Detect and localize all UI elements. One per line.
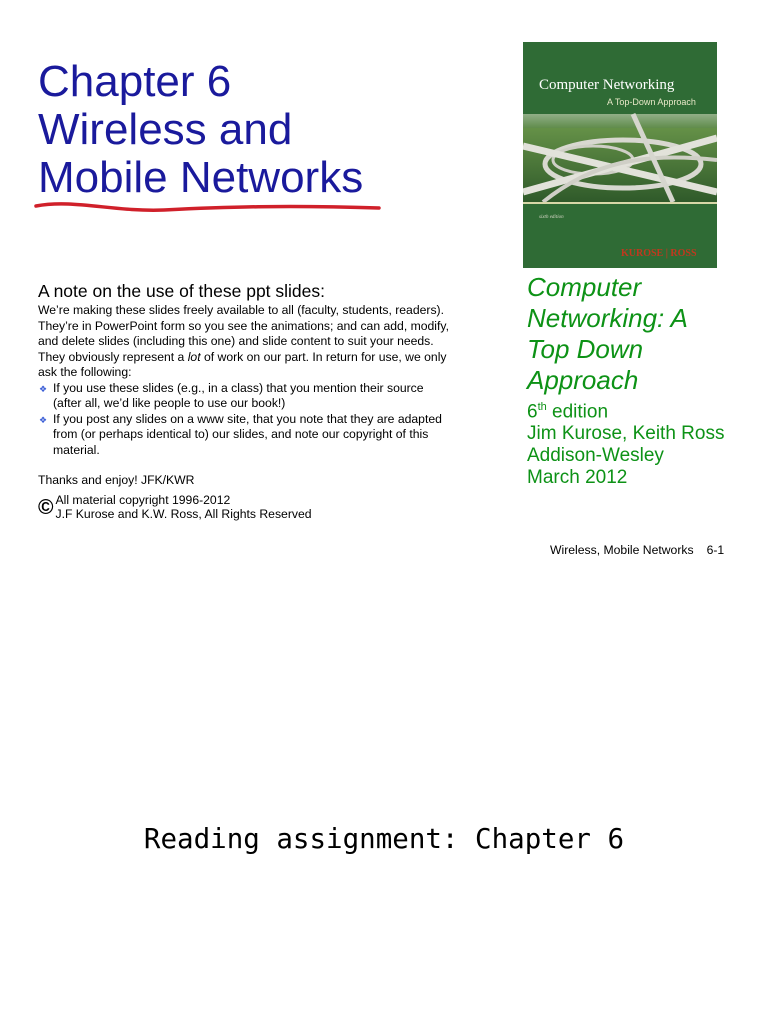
cover-edition: sixth edition (539, 215, 564, 220)
bullet-line: If you use these slides (e.g., in a class) that you mention their source (53, 380, 424, 395)
book-date: March 2012 (527, 467, 628, 489)
copyright-line: J.F Kurose and K.W. Ross, All Rights Reserved (55, 506, 312, 521)
note-line: and delete slides (including this one) and slide content to suit your needs. (38, 334, 434, 348)
bullet-line: (after all, we’d like people to use our book!) (53, 396, 286, 410)
book-title-line: Top Down (527, 334, 644, 364)
edition-suffix: th (537, 401, 547, 413)
bullet-line: If you post any slides on a www site, that you note that they are adapted (53, 411, 442, 426)
thanks-line: Thanks and enjoy! JFK/KWR (38, 473, 195, 487)
bullet-line: material. (53, 442, 100, 457)
note-bullets (38, 381, 483, 459)
slide-title-line: Wireless and (38, 105, 293, 154)
book-cover-image (523, 42, 717, 268)
note-line: ask the following: (38, 365, 132, 379)
note-text: of work on our part. In return for use, we only (200, 349, 447, 364)
edition-number: 6 (527, 401, 538, 423)
copyright-icon: © (38, 496, 54, 519)
note-text: They obviously represent a (38, 349, 188, 364)
slide-title-line: Chapter 6 (38, 57, 232, 106)
title-underline (34, 196, 384, 218)
book-authors: Jim Kurose, Keith Ross (527, 423, 725, 445)
usage-note (38, 280, 483, 489)
note-emphasis: lot (187, 349, 201, 364)
page-number: 6-1 (706, 543, 725, 557)
note-heading: A note on the use of these ppt slides: (38, 281, 326, 301)
footer-label: Wireless, Mobile Networks (550, 543, 694, 557)
note-body (38, 303, 483, 489)
list-item (38, 381, 483, 412)
cover-subtitle: A Top-Down Approach (607, 97, 696, 107)
book-title-line: Networking: A (527, 303, 688, 333)
cover-authors: KUROSE | ROSS (621, 248, 697, 259)
note-line (38, 350, 483, 366)
note-line: They’re in PowerPoint form so you see the animations; and can add, modify, (38, 318, 449, 333)
diamond-bullet-icon: ❖ (39, 414, 48, 425)
book-publisher: Addison-Wesley (527, 445, 664, 467)
slide-title (38, 58, 363, 202)
bullet-line: from (or perhaps identical to) our slides, and note our copyright of this (53, 427, 429, 441)
copyright-notice (38, 494, 312, 521)
book-info (527, 272, 762, 489)
note-line: We’re making these slides freely available to all (faculty, students, readers). (38, 303, 444, 317)
diamond-bullet-icon: ❖ (39, 383, 48, 394)
edition-word: edition (546, 401, 609, 423)
book-title (527, 272, 762, 396)
list-item (38, 412, 483, 459)
book-title-line: Approach (527, 365, 639, 395)
book-edition (527, 396, 762, 423)
book-title-line: Computer (527, 272, 642, 302)
cover-title: Computer Networking (539, 77, 675, 93)
copyright-text (55, 494, 311, 521)
copyright-line: All material copyright 1996-2012 (55, 493, 231, 507)
slide-title-line: Mobile Networks (38, 153, 364, 202)
reading-assignment: Reading assignment: Chapter 6 (143, 823, 625, 855)
slide-footer (550, 543, 724, 557)
